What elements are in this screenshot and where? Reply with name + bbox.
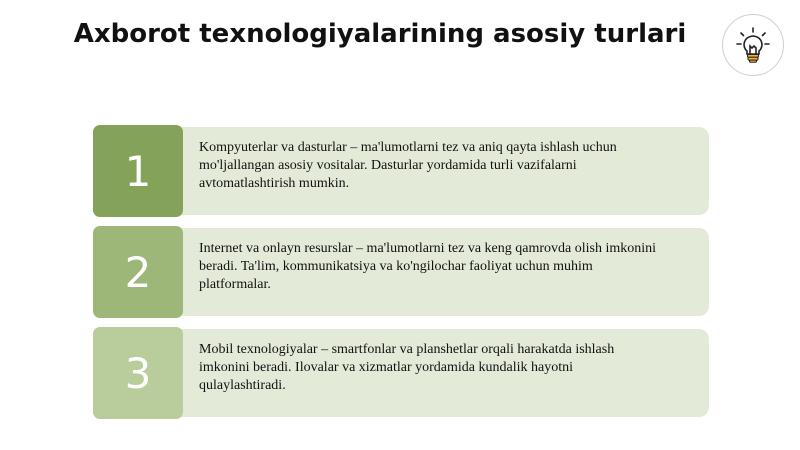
- list-item-1: [93, 125, 709, 217]
- item-text-card: [171, 228, 709, 316]
- item-text-card: [171, 329, 709, 417]
- item-text: Internet va onlayn resurslar – ma'lumotlarni tez va keng qamrovda olish imkonini beradi. Ta'lim, kommunikatsiya va ko'ngilochar faoliyat uchun muhim platformalar.: [199, 241, 657, 292]
- lightbulb-icon: [733, 25, 773, 65]
- item-number-box: 2: [93, 226, 183, 318]
- item-number-box: 3: [93, 327, 183, 419]
- list-item-3: [93, 327, 709, 419]
- item-text: Kompyuterlar va dasturlar – ma'lumotlarni tez va aniq qayta ishlash uchun mo'ljallangan asosiy vositalar. Dasturlar yordamida turli vazifalarni avtomatlashtirish mumkin.: [199, 140, 617, 191]
- list-item-2: [93, 226, 709, 318]
- lightbulb-badge: [722, 14, 784, 76]
- slide-title: Axborot texnologiyalarining asosiy turlari: [73, 19, 687, 49]
- item-text: Mobil texnologiyalar – smartfonlar va planshetlar orqali harakatda ishlash imkonini beradi. Ilovalar va xizmatlar yordamida kundalik hayotni qulaylashtiradi.: [199, 342, 615, 393]
- item-text-card: [171, 127, 709, 215]
- item-number-box: 1: [93, 125, 183, 217]
